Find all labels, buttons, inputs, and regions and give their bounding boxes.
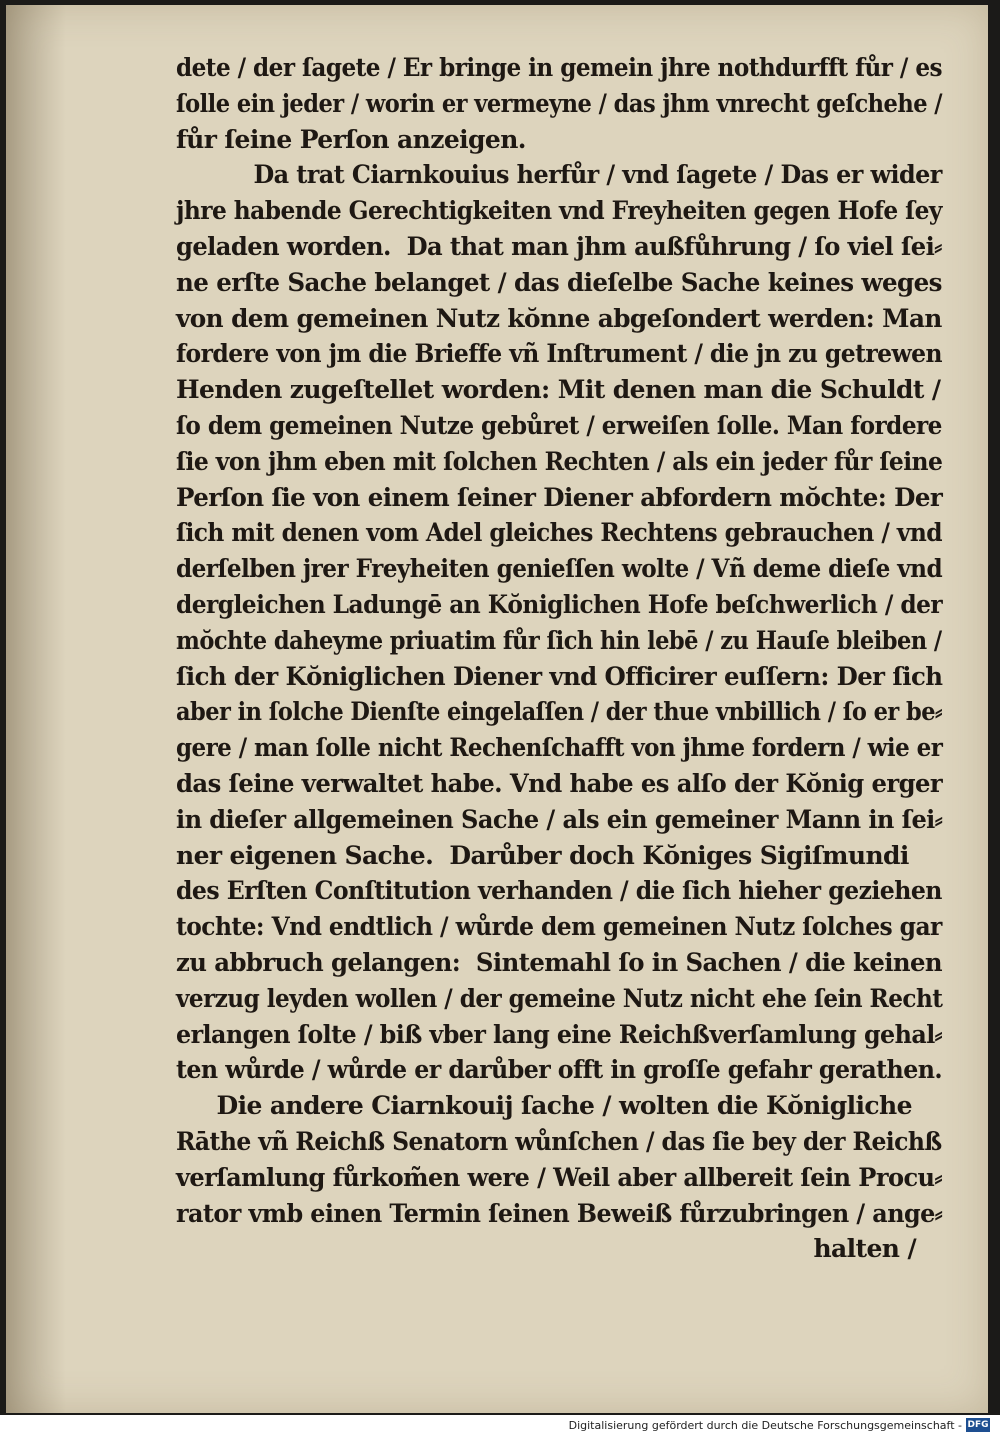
page-text-block: [176, 50, 946, 1267]
dfg-logo: DFG: [967, 1420, 989, 1430]
page-gutter-shadow: [6, 5, 66, 1413]
text-line: ſolle ein jeder / worin er vermeyne / das jhm vnrecht geſchehe /: [176, 88, 943, 118]
text-line: Perſon ſie von einem ſeiner Diener abfordern mŏchte: Der: [176, 482, 943, 512]
text-line: ten wůrde / wůrde er darůber offt in groſſe gefahr gerathen.: [176, 1055, 943, 1085]
text-line: Rāthe vñ Reichß Senatorn wůnſchen / das ſie bey der Reichß: [176, 1126, 942, 1156]
text-line: ſich mit denen vom Adel gleiches Rechtens gebrauchen / vnd: [176, 518, 943, 548]
text-line: des Erſten Conſtitution verhanden / die ſich hieher geziehen: [176, 876, 942, 906]
text-line: ne erſte Sache belanget / das dieſelbe Sache keines weges: [176, 267, 942, 297]
text-line: dete / der ſagete / Er bringe in gemein jhre nothdurfft fůr / es: [176, 53, 942, 82]
text-line: ſie von jhm eben mit ſolchen Rechten / als ein jeder fůr ſeine: [176, 446, 943, 476]
text-line: aber in ſolche Dienſte eingelaſſen / der thue vnbillich / ſo er be⸗: [176, 697, 942, 727]
text-line: das ſeine verwaltet habe. Vnd habe es alſo der Kŏnig erger: [176, 768, 943, 798]
text-line: derſelben jrer Freyheiten genieſſen wolte / Vñ deme dieſe vnd: [176, 554, 943, 584]
text-line: ner eigenen Sache. Darůber doch Kŏniges Sigiſmundi: [176, 840, 909, 870]
text-line: halten /: [813, 1234, 916, 1264]
text-line: gere / man ſolle nicht Rechenſchafft von jhme fordern / wie er: [176, 733, 943, 763]
text-line: fordere von jm die Brieffe vñ Inſtrument / die jn zu getrewen: [176, 339, 942, 369]
text-line: zu abbruch gelangen: Sintemahl ſo in Sachen / die keinen: [176, 947, 943, 977]
text-line: Henden zugeſtellet worden: Mit denen man die Schuldt /: [176, 375, 941, 405]
text-line: verſamlung fůrkom̃en were / Weil aber allbereit ſein Procu⸗: [176, 1162, 942, 1192]
text-line: von dem gemeinen Nutz kŏnne abgeſondert werden: Man: [176, 303, 942, 333]
text-line: tochte: Vnd endtlich / wůrde dem gemeinen Nutz ſolches gar: [176, 912, 942, 942]
text-line: ſich der Kŏniglichen Diener vnd Officirer euſſern: Der ſich: [176, 661, 943, 691]
text-line: Da trat Ciarnkouius herfůr / vnd ſagete / Das er wider: [176, 160, 942, 190]
text-line: mŏchte daheyme priuatim fůr ſich hin lebē / zu Hauſe bleiben /: [176, 625, 942, 655]
text-line: in dieſer allgemeinen Sache / als ein gemeiner Mann in ſei⸗: [176, 804, 943, 834]
text-line: fůr ſeine Perſon anzeigen.: [176, 124, 526, 154]
text-line: erlangen ſolte / biß vber lang eine Reichßverſamlung gehal⸗: [176, 1019, 943, 1049]
text-line: verzug leyden wollen / der gemeine Nutz nicht ehe ſein Recht: [176, 983, 943, 1013]
text-line: geladen worden. Da that man jhm außfůhrung / ſo viel ſei⸗: [176, 231, 942, 261]
text-line: Die andere Ciarnkouij ſache / wolten die Kŏnigliche: [176, 1091, 912, 1121]
text-line: jhre habende Gerechtigkeiten vnd Freyheiten gegen Hofe ſey: [176, 196, 942, 226]
footer-bar: [0, 1415, 1000, 1437]
text-line: rator vmb einen Termin ſeinen Beweiß fůrzubringen / ange⸗: [176, 1198, 943, 1228]
footer-credit: Digitalisierung gefördert durch die Deutsche Forschungsgemeinschaft -: [568, 1419, 962, 1432]
text-line: dergleichen Ladungē an Kŏniglichen Hofe beſchwerlich / der: [176, 589, 943, 619]
text-line: ſo dem gemeinen Nutze gebůret / erweiſen ſolle. Man fordere: [176, 410, 942, 440]
